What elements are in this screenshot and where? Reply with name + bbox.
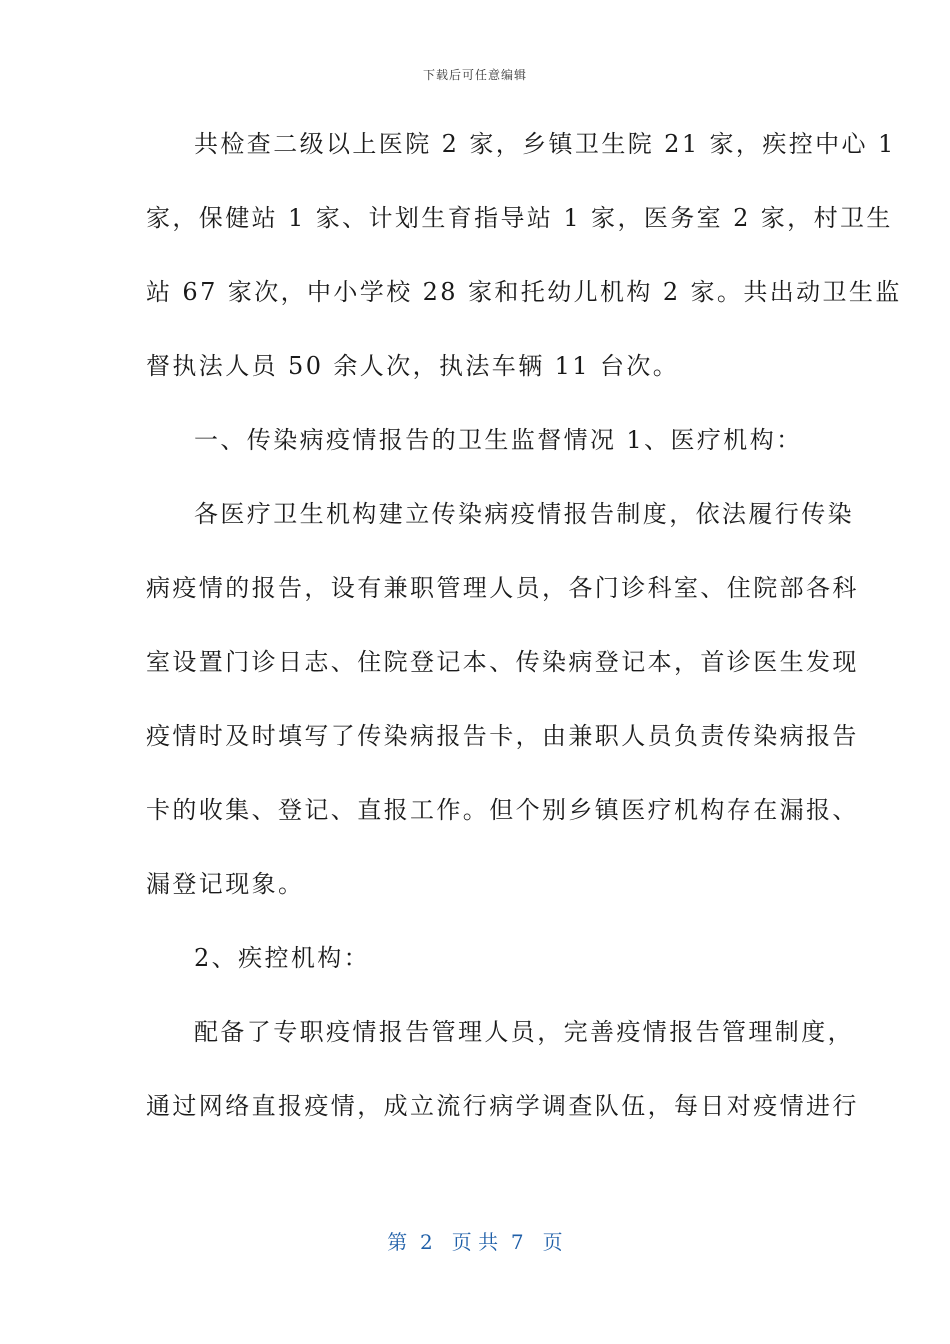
text-line: 疫情时及时填写了传染病报告卡，由兼职人员负责传染病报告 — [146, 722, 859, 750]
text-line: 各医疗卫生机构建立传染病疫情报告制度，依法履行传染 — [194, 500, 854, 528]
text-line: 共检查二级以上医院 2 家，乡镇卫生院 21 家，疾控中心 1 — [194, 130, 896, 158]
text-line: 配备了专职疫情报告管理人员，完善疫情报告管理制度， — [194, 1018, 854, 1046]
text-line: 室设置门诊日志、住院登记本、传染病登记本，首诊医生发现 — [146, 648, 859, 676]
sub-heading: 2、疾控机构： — [194, 944, 371, 972]
header-note: 下载后可任意编辑 — [422, 68, 527, 82]
text-line: 通过网络直报疫情，成立流行病学调查队伍，每日对疫情进行 — [146, 1092, 859, 1120]
text-line: 督执法人员 50 余人次，执法车辆 11 台次。 — [146, 352, 680, 380]
section-heading: 一、传染病疫情报告的卫生监督情况 1、医疗机构： — [194, 426, 803, 454]
text-line: 站 67 家次，中小学校 28 家和托幼儿机构 2 家。共出动卫生监 — [146, 278, 902, 306]
text-line: 病疫情的报告，设有兼职管理人员，各门诊科室、住院部各科 — [146, 574, 859, 602]
text-line: 家，保健站 1 家、计划生育指导站 1 家，医务室 2 家，村卫生 — [146, 204, 893, 232]
text-line: 漏登记现象。 — [146, 870, 305, 898]
document-body — [146, 118, 902, 1154]
text-line: 卡的收集、登记、直报工作。但个别乡镇医疗机构存在漏报、 — [146, 796, 859, 824]
page-number: 第 2 页 共 7 页 — [387, 1230, 563, 1254]
